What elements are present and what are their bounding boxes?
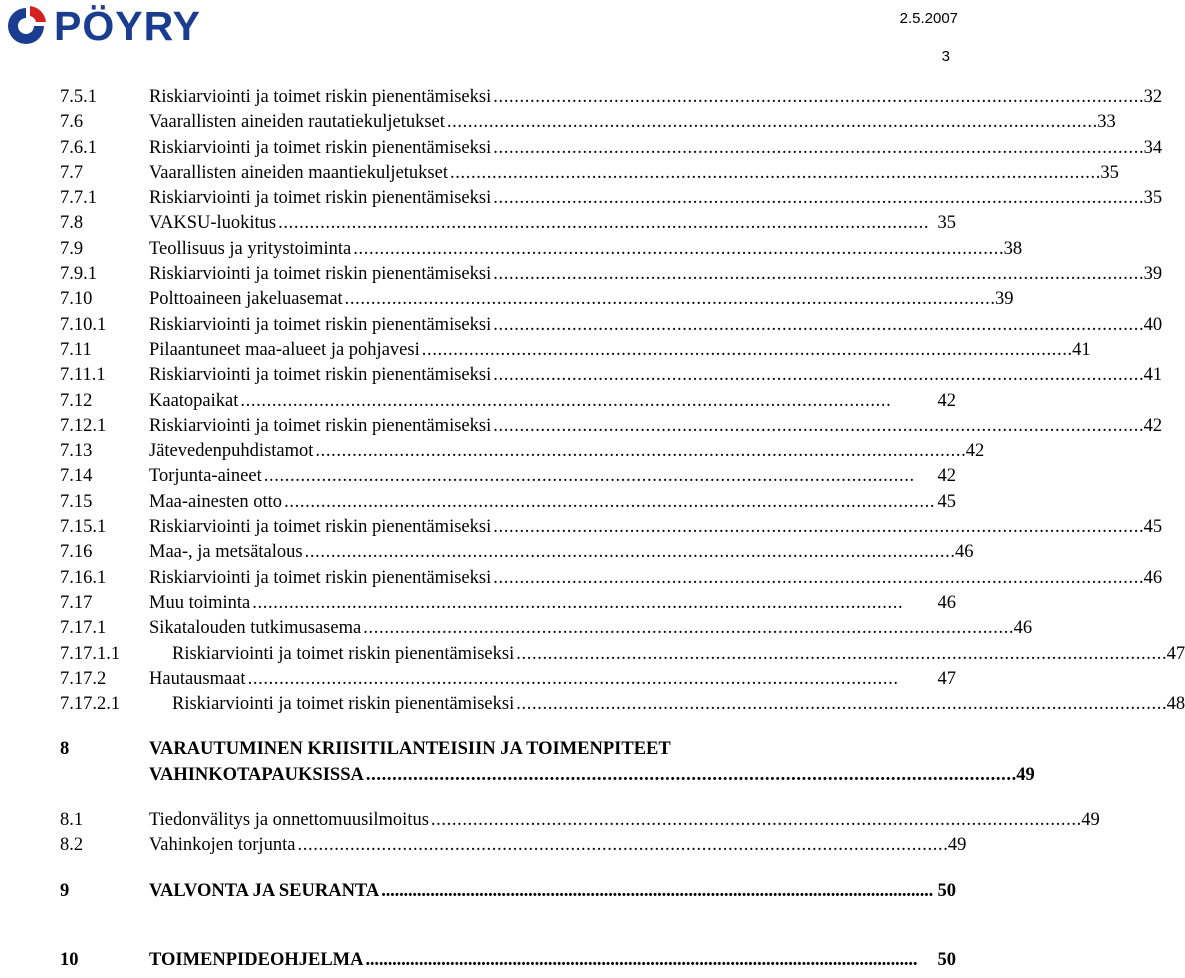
toc-leader-dots — [240, 389, 935, 414]
toc-leader-dots — [493, 313, 1141, 338]
toc-number: 7.5.1 — [60, 87, 97, 107]
toc-leader-dots — [381, 879, 935, 904]
toc-title: Maa-ainesten otto — [149, 491, 283, 512]
toc-title: Riskiarviointi ja toimet riskin pienentämiseksi — [149, 87, 492, 107]
toc-entry[interactable] — [60, 692, 1185, 717]
toc-title-line1: VARAUTUMINEN KRIISITILANTEISIIN JA TOIMENPITEET — [149, 739, 671, 760]
toc-title: Torjunta-aineet — [149, 466, 262, 487]
toc-title: TOIMENPIDEOHJELMA — [149, 949, 364, 970]
toc-title: Kaatopaikat — [149, 390, 239, 411]
toc-page: 47 — [1166, 643, 1185, 664]
toc-title: Teollisuus ja yritystoiminta — [149, 238, 352, 259]
toc-leader-dots — [493, 136, 1141, 161]
toc-page: 39 — [1143, 264, 1163, 285]
toc-title: Riskiarviointi ja toimet riskin pienentämiseksi — [149, 567, 492, 588]
toc-number: 7.12 — [60, 390, 93, 411]
toc-entry[interactable] — [60, 161, 1119, 186]
toc-page: 49 — [1081, 810, 1100, 831]
toc-title: Polttoaineen jakeluasemat — [149, 289, 343, 310]
toc-number: 7.7.1 — [60, 188, 97, 209]
toc-entry[interactable] — [60, 642, 1185, 667]
toc-entry[interactable] — [60, 313, 1163, 338]
toc-number: 7.11.1 — [60, 365, 106, 386]
toc-number: 7.6 — [60, 112, 84, 133]
toc-number: 7.17 — [60, 592, 93, 613]
toc-entry[interactable] — [60, 211, 956, 236]
toc-page: 45 — [1143, 517, 1163, 538]
toc-number: 7.14 — [60, 466, 93, 487]
toc-number: 8 — [60, 739, 70, 760]
toc-page: 47 — [937, 668, 956, 689]
toc-title: Vaarallisten aineiden maantiekuljetukset — [149, 162, 448, 183]
poyry-logo — [4, 4, 201, 48]
poyry-swirl-icon — [4, 4, 48, 48]
toc-page: 42 — [937, 466, 956, 487]
toc-number: 7.8 — [60, 213, 84, 234]
toc-title: VALVONTA JA SEURANTA — [149, 880, 380, 901]
toc-number: 7.17.1.1 — [60, 643, 121, 664]
toc-leader-dots — [516, 692, 1164, 717]
toc-page: 46 — [1013, 618, 1033, 639]
toc-page: 42 — [1143, 415, 1163, 436]
toc-page: 39 — [995, 289, 1014, 310]
toc-leader-dots — [297, 833, 945, 858]
toc-title: Riskiarviointi ja toimet riskin pienentämiseksi — [149, 188, 492, 209]
toc-entry[interactable] — [60, 464, 956, 489]
toc-number: 8.1 — [60, 810, 84, 831]
toc-number: 7.15 — [60, 491, 93, 512]
toc-page: 49 — [1016, 764, 1035, 785]
toc-leader-dots — [278, 211, 935, 236]
toc-leader-dots — [447, 110, 1095, 135]
toc-entry[interactable] — [60, 237, 1023, 262]
toc-entry[interactable] — [60, 389, 956, 414]
toc-entry[interactable] — [60, 186, 1163, 211]
toc-leader-dots — [363, 616, 1011, 641]
toc-page: 46 — [1143, 567, 1163, 588]
toc-leader-dots — [493, 262, 1141, 287]
toc-leader-dots — [493, 414, 1141, 439]
toc-title: Tiedonvälitys ja onnettomuusilmoitus — [149, 810, 429, 831]
toc-number: 7.7 — [60, 162, 84, 183]
toc-entry[interactable] — [60, 287, 1014, 312]
toc-leader-dots — [315, 439, 963, 464]
toc-title: Riskiarviointi ja toimet riskin pienentämiseksi — [149, 137, 492, 158]
toc-leader-dots — [248, 667, 936, 692]
toc-leader-dots — [284, 490, 935, 515]
toc-entry[interactable] — [60, 136, 1163, 161]
toc-page: 41 — [1072, 339, 1091, 360]
toc-number: 7.11 — [60, 339, 92, 360]
logo-wordmark: PÖYRY — [54, 3, 202, 49]
toc-title: Sikatalouden tutkimusasema — [149, 618, 362, 639]
toc-title: Riskiarviointi ja toimet riskin pienentämiseksi — [149, 314, 492, 335]
toc-chapter-8[interactable] — [60, 737, 1035, 788]
toc-page: 38 — [1003, 238, 1023, 259]
toc-page: 50 — [937, 949, 956, 970]
toc-leader-dots — [493, 85, 1141, 110]
table-of-contents — [60, 85, 1185, 973]
toc-leader-dots — [365, 948, 935, 973]
toc-number: 7.16 — [60, 542, 93, 563]
toc-title: Vaarallisten aineiden rautatiekuljetukset — [149, 112, 445, 133]
toc-leader-dots — [450, 161, 1098, 186]
toc-entry[interactable] — [60, 591, 956, 616]
toc-entry[interactable] — [60, 833, 967, 858]
toc-page: 42 — [965, 441, 985, 462]
toc-number: 9 — [60, 880, 70, 901]
toc-leader-dots — [345, 287, 993, 312]
toc-leader-dots — [366, 763, 1014, 788]
toc-number: 7.17.2.1 — [60, 694, 121, 715]
toc-page: 50 — [937, 880, 956, 901]
toc-entry[interactable] — [60, 616, 1033, 641]
toc-section-7 — [60, 85, 1185, 717]
toc-leader-dots — [353, 237, 1001, 262]
toc-entry[interactable] — [60, 808, 1100, 833]
toc-chapter-9[interactable] — [60, 879, 956, 904]
toc-number: 7.9 — [60, 238, 84, 259]
toc-number: 7.16.1 — [60, 567, 107, 588]
toc-title: VAKSU-luokitus — [149, 213, 277, 234]
toc-number: 7.6.1 — [60, 137, 97, 158]
toc-leader-dots — [305, 540, 953, 565]
toc-number: 7.10 — [60, 289, 93, 310]
toc-leader-dots — [493, 186, 1141, 211]
toc-entry[interactable] — [60, 515, 1163, 540]
toc-entry[interactable] — [60, 439, 985, 464]
toc-number: 7.10.1 — [60, 314, 107, 335]
toc-entry[interactable] — [60, 85, 1163, 110]
toc-leader-dots — [252, 591, 935, 616]
toc-number: 8.2 — [60, 835, 84, 856]
toc-page: 42 — [937, 390, 956, 411]
toc-title: Riskiarviointi ja toimet riskin pienentämiseksi — [149, 264, 492, 285]
toc-number: 10 — [60, 949, 79, 970]
toc-title: Pilaantuneet maa-alueet ja pohjavesi — [149, 339, 420, 360]
toc-entry[interactable] — [60, 110, 1116, 135]
toc-number: 7.17.1 — [60, 618, 107, 639]
toc-leader-dots — [493, 515, 1141, 540]
toc-title: Hautausmaat — [149, 668, 246, 689]
toc-title: Riskiarviointi ja toimet riskin pienentämiseksi — [149, 415, 492, 436]
toc-leader-dots — [264, 464, 936, 489]
toc-title: Muu toiminta — [149, 592, 251, 613]
toc-page: 35 — [1100, 162, 1119, 183]
toc-entry[interactable] — [60, 566, 1163, 591]
page-number: 3 — [941, 48, 950, 65]
toc-entry[interactable] — [60, 363, 1163, 388]
toc-leader-dots — [493, 566, 1141, 591]
toc-page: 34 — [1143, 137, 1163, 158]
toc-section-8 — [60, 808, 1100, 859]
toc-title: Jätevedenpuhdistamot — [149, 441, 314, 462]
toc-entry[interactable] — [60, 667, 956, 692]
toc-entry[interactable] — [60, 338, 1091, 363]
toc-page: 41 — [1143, 365, 1163, 386]
toc-leader-dots — [516, 642, 1164, 667]
toc-entry[interactable] — [60, 490, 956, 515]
toc-page: 33 — [1097, 112, 1116, 133]
toc-number: 7.13 — [60, 441, 93, 462]
toc-leader-dots — [431, 808, 1079, 833]
toc-title: Maa-, ja metsätalous — [149, 542, 303, 563]
toc-title: Riskiarviointi ja toimet riskin pienentämiseksi — [149, 365, 492, 386]
toc-title: Riskiarviointi ja toimet riskin pienentämiseksi — [172, 643, 515, 664]
toc-title: Riskiarviointi ja toimet riskin pienentämiseksi — [149, 517, 492, 538]
toc-page: 40 — [1143, 314, 1163, 335]
toc-page: 35 — [1143, 188, 1163, 209]
toc-page: 48 — [1166, 694, 1185, 715]
toc-page: 35 — [937, 213, 956, 234]
toc-title: Riskiarviointi ja toimet riskin pienentämiseksi — [172, 694, 515, 715]
toc-page: 45 — [937, 491, 956, 512]
toc-chapter-10[interactable] — [60, 948, 956, 973]
toc-number: 7.12.1 — [60, 415, 107, 436]
toc-page: 46 — [954, 542, 974, 563]
toc-entry[interactable] — [60, 414, 1163, 439]
toc-page: 49 — [947, 835, 967, 856]
toc-title-line2: VAHINKOTAPAUKSISSA — [149, 764, 364, 785]
toc-title: Vahinkojen torjunta — [149, 835, 296, 856]
toc-page: 46 — [937, 592, 956, 613]
toc-number: 7.15.1 — [60, 517, 107, 538]
toc-number: 7.9.1 — [60, 264, 97, 285]
toc-leader-dots — [493, 363, 1141, 388]
toc-entry[interactable] — [60, 262, 1163, 287]
toc-leader-dots — [422, 338, 1070, 363]
toc-entry[interactable] — [60, 540, 974, 565]
toc-page: 32 — [1143, 87, 1163, 107]
toc-number: 7.17.2 — [60, 668, 107, 689]
document-date: 2.5.2007 — [899, 10, 958, 27]
